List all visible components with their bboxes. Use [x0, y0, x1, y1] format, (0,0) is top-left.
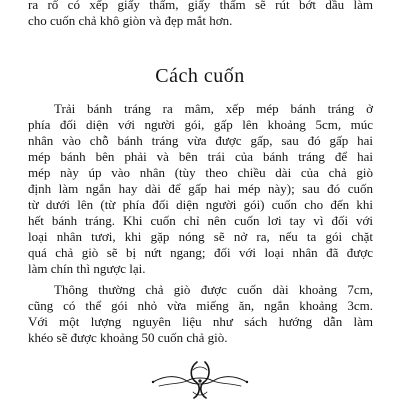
- paragraph1-line-4: mép bánh bên phải và bên trái của bánh tráng để hai: [28, 149, 373, 164]
- paragraph2-line-1: Thông thường chả giò được cuốn dài khoảng 7cm,: [54, 282, 373, 297]
- paragraph2-line-4: khéo sẽ được khoảng 50 cuốn chả giò.: [28, 330, 228, 345]
- paragraph1-line-8: hết bánh tráng. Khi cuốn chỉ nên cuốn lơi tay vì đối với: [28, 213, 373, 228]
- paragraph1-line-11: làm chín thì ngược lại.: [28, 261, 146, 276]
- intro-line-2: cho cuốn chả khô giòn và đẹp mắt hơn.: [28, 13, 233, 28]
- paragraph1-line-5: mép này úp vào nhân (tùy theo chiều dài của chả giò: [28, 165, 373, 180]
- paragraph2-line-2: cũng có thể gói nhỏ vừa miếng ăn, ngắn khoảng 3cm.: [28, 298, 373, 313]
- section-heading: Cách cuốn: [155, 65, 245, 87]
- paragraph1-line-10: quá chả giò sẽ bị nứt ngang; đối với loại nhân đã được: [28, 245, 373, 260]
- paragraph1-line-9: loại nhân tươi, khi gặp nóng sẽ nở ra, nếu ta gói chặt: [28, 229, 373, 244]
- paragraph1-line-2: phía đối diện với người gói, gấp lên khoảng 5cm, múc: [28, 117, 373, 132]
- paragraph1-line-1: Trải bánh tráng ra mâm, xếp mép bánh tráng ở: [54, 101, 373, 116]
- decorative-flourish-icon: [145, 356, 255, 400]
- paragraph1-line-6: định làm ngắn hay dài để gấp hai mép này); sau đó cuốn: [28, 181, 373, 196]
- intro-line-1: ra rổ có xếp giấy thấm, giấy thấm sẽ rút bớt dầu làm: [28, 0, 373, 12]
- paragraph1-line-7: từ dưới lên (từ phía đối diện người gói) cuốn cho đến khi: [28, 197, 373, 212]
- paragraph1-line-3: nhân vào chỗ bánh tráng vừa được gấp, sau đó gấp hai: [28, 133, 373, 148]
- paragraph2-line-3: Với một lượng nguyên liệu như sách hướng dẫn làm: [28, 314, 373, 329]
